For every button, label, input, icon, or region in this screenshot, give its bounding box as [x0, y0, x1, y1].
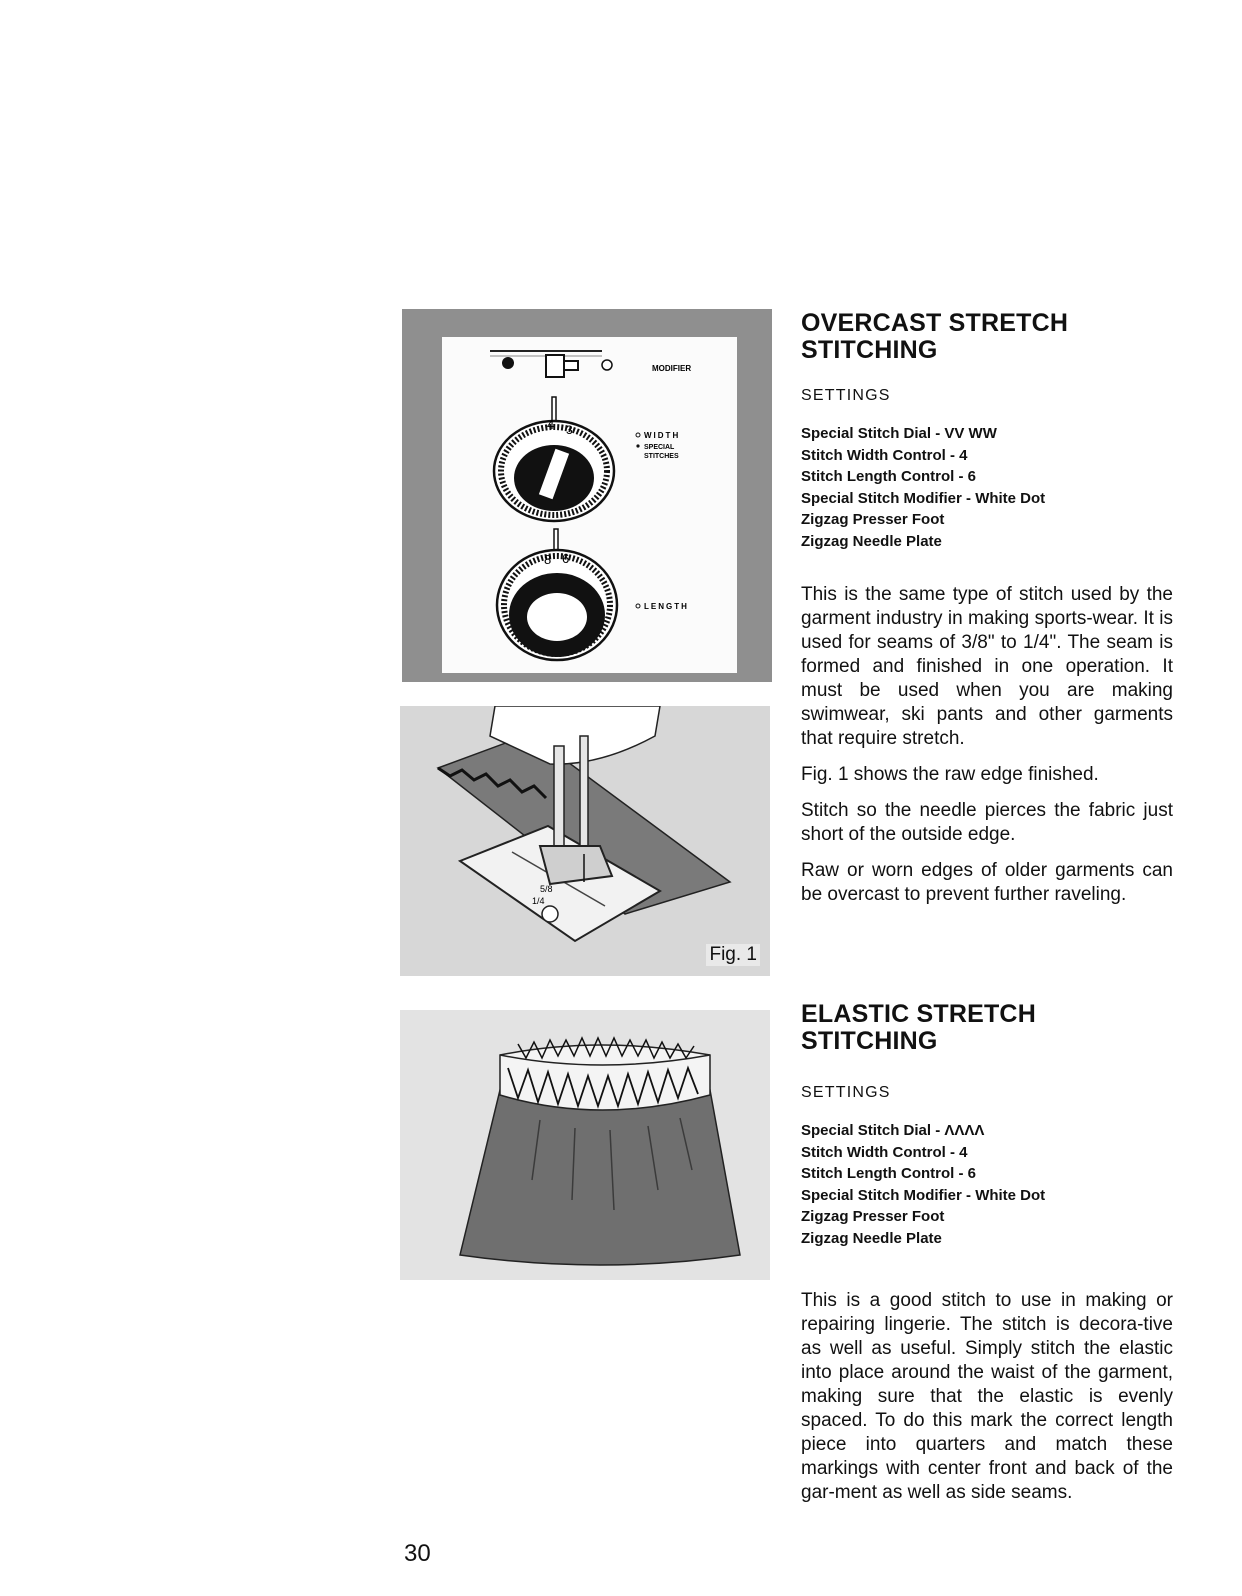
overcast-title: [801, 310, 1173, 364]
overcast-paragraph: Fig. 1 shows the raw edge finished.: [801, 764, 1099, 785]
settings-item: Stitch Length Control - 6: [801, 468, 976, 485]
settings-item: Special Stitch Modifier - White Dot: [801, 489, 1046, 507]
width-label: WIDTH: [644, 431, 681, 440]
length-label: LENGTH: [644, 602, 689, 611]
dials-drawing: [442, 337, 737, 673]
length-mark-8: 8: [544, 552, 552, 567]
settings-item: Zigzag Needle Plate: [801, 1229, 942, 1247]
plate-mark-1-4: 1/4: [532, 896, 545, 906]
plate-screw-icon: [542, 906, 558, 922]
settings-item: Zigzag Presser Foot: [801, 1208, 945, 1225]
presser-foot-illustration: [400, 706, 770, 976]
stitches-label: STITCHES: [644, 453, 679, 460]
settings-item: Special Stitch Dial - ΛΛΛΛ: [801, 1122, 985, 1139]
elastic-settings-label: SETTINGS: [801, 1084, 891, 1101]
overcast-paragraph: Stitch so the needle pierces the fabric just short of the outside edge.: [801, 800, 1173, 845]
length-mark-6: 6: [562, 551, 570, 566]
elastic-drawing: [400, 1010, 770, 1280]
width-mark-4: 4: [547, 417, 555, 432]
settings-item: Zigzag Needle Plate: [801, 532, 942, 550]
figure-caption: Fig. 1: [706, 944, 760, 966]
settings-item: Stitch Length Control - 6: [801, 1165, 976, 1182]
settings-item: Stitch Width Control - 4: [801, 1143, 968, 1161]
settings-item: Stitch Width Control - 4: [801, 446, 968, 464]
plate-mark-5-8: 5/8: [540, 884, 553, 894]
overcast-title-line2: STITCHING: [801, 336, 938, 364]
presser-bar: [554, 746, 564, 856]
settings-item: Special Stitch Modifier - White Dot: [801, 1186, 1046, 1204]
settings-item: Zigzag Presser Foot: [801, 511, 945, 528]
overcast-title-line1: OVERCAST STRETCH: [801, 309, 1069, 337]
elastic-stitch-illustration: [400, 1010, 770, 1280]
presser-foot-drawing: [400, 706, 770, 976]
special-label: SPECIAL: [644, 444, 675, 451]
width-mark-3: 3: [566, 423, 573, 437]
elastic-paragraph: This is a good stitch to use in making or repairing lingerie. The stitch is decora-tive as well as useful. Simply stitch the elastic into place around the waist of the garment, making sure that the elastic is evenly spaced. To do this mark the correct length piece into quarters and match these markings with center front and back of the gar-ment as well as side seams.: [801, 1290, 1173, 1503]
modifier-label: MODIFIER: [652, 364, 692, 373]
settings-item: Special Stitch Dial - VV WW: [801, 425, 997, 442]
dial-panel: [442, 337, 737, 673]
presser-foot: [540, 846, 612, 884]
garment-fabric: [460, 1090, 740, 1265]
modifier-white-dot-icon: [602, 360, 612, 370]
elastic-settings-list: [801, 1120, 1173, 1249]
overcast-settings-label: SETTINGS: [801, 387, 891, 404]
needle-bar: [580, 736, 588, 856]
overcast-section: [801, 310, 1173, 907]
overcast-settings-list: [801, 423, 1173, 552]
overcast-paragraph: Raw or worn edges of older garments can be overcast to prevent further raveling.: [801, 860, 1173, 905]
elastic-title: ELASTIC STRETCH STITCHING: [801, 1000, 1036, 1055]
modifier-black-dot-icon: [502, 357, 514, 369]
elastic-section: [801, 1001, 1173, 1505]
page-number: 30: [404, 1540, 431, 1567]
overcast-paragraph: This is the same type of stitch used by the garment industry in making sports-wear. It is used for seams of 3/8" to 1/4". The seam is formed and finished in one operation. It must be used when you are making swimwear, ski pants and other garments that require stretch.: [801, 584, 1173, 749]
modifier-lever-icon: [546, 355, 564, 377]
dial-settings-illustration: [402, 309, 772, 682]
